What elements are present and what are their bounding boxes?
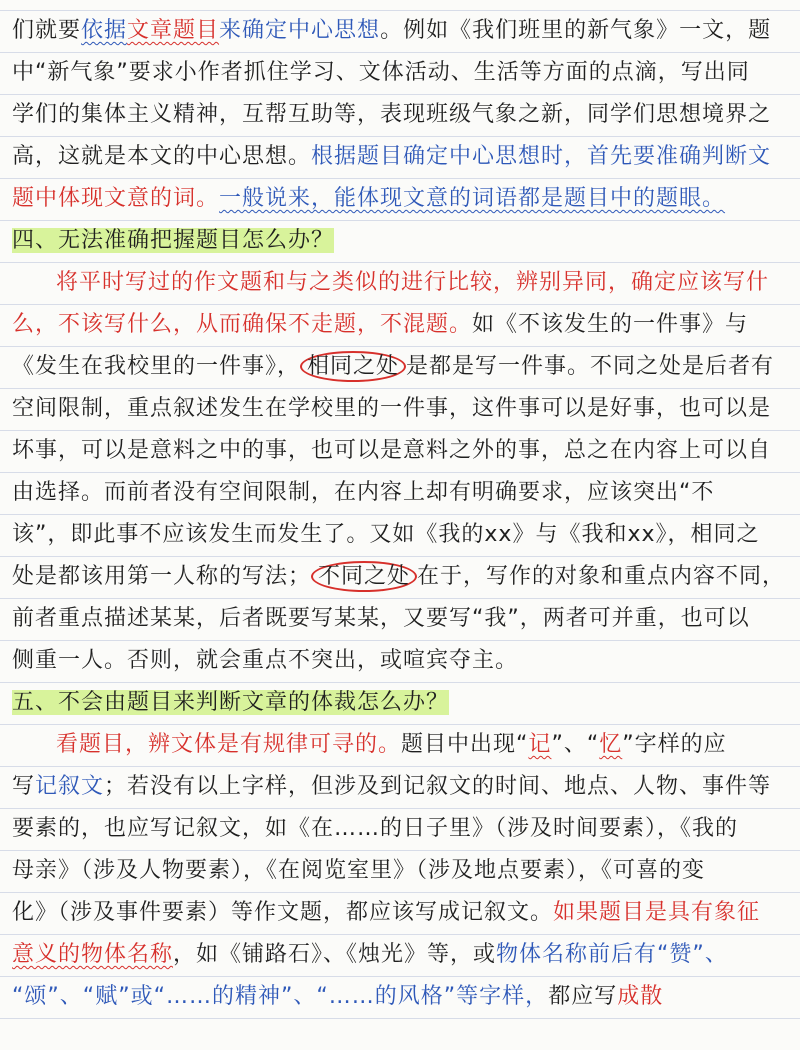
text: 学们的集体主义精神，互帮互助等，表现班级气象之新，同学们思想境界之 xyxy=(12,102,772,127)
highlight-text: 文章题目 xyxy=(127,18,220,43)
text-line xyxy=(12,766,788,808)
text: ；若没有以上字样，但涉及到记叙文的时间、地点、人物、事件等 xyxy=(104,774,772,799)
text: 《发生在我校里的一件事》， xyxy=(12,354,301,379)
section-heading-text: 四、无法准确把握题目怎么办？ xyxy=(12,228,335,253)
text: 化》（涉及事件要素）等作文题，都应该写成记叙文。 xyxy=(12,900,554,925)
text: 该”，即此事不应该发生而发生了。又如《我的xx》与《我和xx》，相同之 xyxy=(12,522,760,547)
text-line xyxy=(12,514,788,556)
highlight-text: “颂”、“赋”或“……的精神”、“……的风格”等字样， xyxy=(12,984,549,1009)
highlight-text: 根据题目确定中心思想时，首先要准确判断文 xyxy=(311,144,772,169)
text: 在于，写作的对象和重点内容不同， xyxy=(417,564,786,589)
text-line xyxy=(12,724,800,766)
highlight-text: 如果题目是具有象征 xyxy=(553,900,761,925)
text-line xyxy=(12,262,800,304)
text-line xyxy=(12,10,788,52)
text: 题目中出现“ xyxy=(401,732,529,757)
text: 高，这就是本文的中心思想。 xyxy=(12,144,312,169)
text: 前者重点描述某某，后者既要写某某，又要写“我”，两者可并重，也可以 xyxy=(12,606,750,631)
text-line xyxy=(12,976,788,1018)
text: 母亲》（涉及人物要素），《在阅览室里》（涉及地点要素），《可喜的变 xyxy=(12,858,706,883)
text-line xyxy=(12,808,788,850)
text-line xyxy=(12,52,788,94)
section-heading xyxy=(12,220,788,262)
text: 写 xyxy=(12,774,36,799)
text: 。例如《我们班里的新气象》一文，题 xyxy=(380,18,772,43)
circled-text: 不同之处 xyxy=(311,561,417,592)
highlight-text: 来确定中心思想 xyxy=(219,18,381,43)
text-line xyxy=(12,136,788,178)
text: ，如《铺路石》、《烛光》等，或 xyxy=(173,942,497,967)
text-line xyxy=(12,640,788,682)
section-heading-text: 五、不会由题目来判断文章的体裁怎么办？ xyxy=(12,690,450,715)
text: ”字样的应 xyxy=(622,732,727,757)
circled-text: 相同之处 xyxy=(300,351,406,382)
text-line xyxy=(12,850,788,892)
text-line xyxy=(12,598,788,640)
text-line xyxy=(12,304,788,346)
text: ”、“ xyxy=(551,732,600,757)
text: 如《不该发生的一件事》与 xyxy=(472,312,749,337)
highlight-text: 成散 xyxy=(617,984,664,1009)
highlight-text: 一般说来，能体现文意的词语都是题目中的题眼。 xyxy=(219,186,726,211)
text: 空间限制，重点叙述发生在学校里的一件事，这件事可以是好事，也可以是 xyxy=(12,396,772,421)
highlight-text: 意义的物体名称 xyxy=(12,942,174,967)
highlight-text: 么，不该写什么，从而确保不走题，不混题。 xyxy=(12,312,473,337)
text-line xyxy=(12,556,788,598)
text-line xyxy=(12,892,788,934)
text-line xyxy=(12,934,788,976)
text: 们就要 xyxy=(12,18,82,43)
text: 坏事，可以是意料之中的事，也可以是意料之外的事，总之在内容上可以自 xyxy=(12,438,772,463)
highlight-text: 看题目，辨文体是有规律可寻的。 xyxy=(56,732,402,757)
text: 中“新气象”要求小作者抓住学习、文体活动、生活等方面的点滴，写出同 xyxy=(12,60,750,85)
highlight-text: 记叙文 xyxy=(35,774,105,799)
text: 侧重一人。否则，就会重点不突出，或喧宾夺主。 xyxy=(12,648,519,673)
section-heading xyxy=(12,682,788,724)
text-line xyxy=(12,94,788,136)
text-line xyxy=(12,472,788,514)
highlight-text: 将平时写过的作文题和与之类似的进行比较，辨别异同，确定应该写什 xyxy=(56,270,770,295)
highlight-text: 题中体现文意的词。 xyxy=(12,186,220,211)
text-line xyxy=(12,430,788,472)
text: 要素的，也应写记叙文，如《在……的日子里》（涉及时间要素），《我的 xyxy=(12,816,739,841)
highlight-text: 物体名称前后有“赞”、 xyxy=(496,942,728,967)
text-line xyxy=(12,346,788,388)
text-line xyxy=(12,178,788,220)
text: 处是都该用第一人称的写法； xyxy=(12,564,312,589)
text-line xyxy=(12,388,788,430)
highlight-text: 记 xyxy=(528,732,552,757)
highlight-text: 忆 xyxy=(599,732,623,757)
text: 是都是写一件事。不同之处是后者有 xyxy=(406,354,775,379)
text: 都应写 xyxy=(548,984,618,1009)
highlight-text: 依据 xyxy=(81,18,128,43)
text: 由选择。而前者没有空间限制，在内容上却有明确要求，应该突出“不 xyxy=(12,480,715,505)
